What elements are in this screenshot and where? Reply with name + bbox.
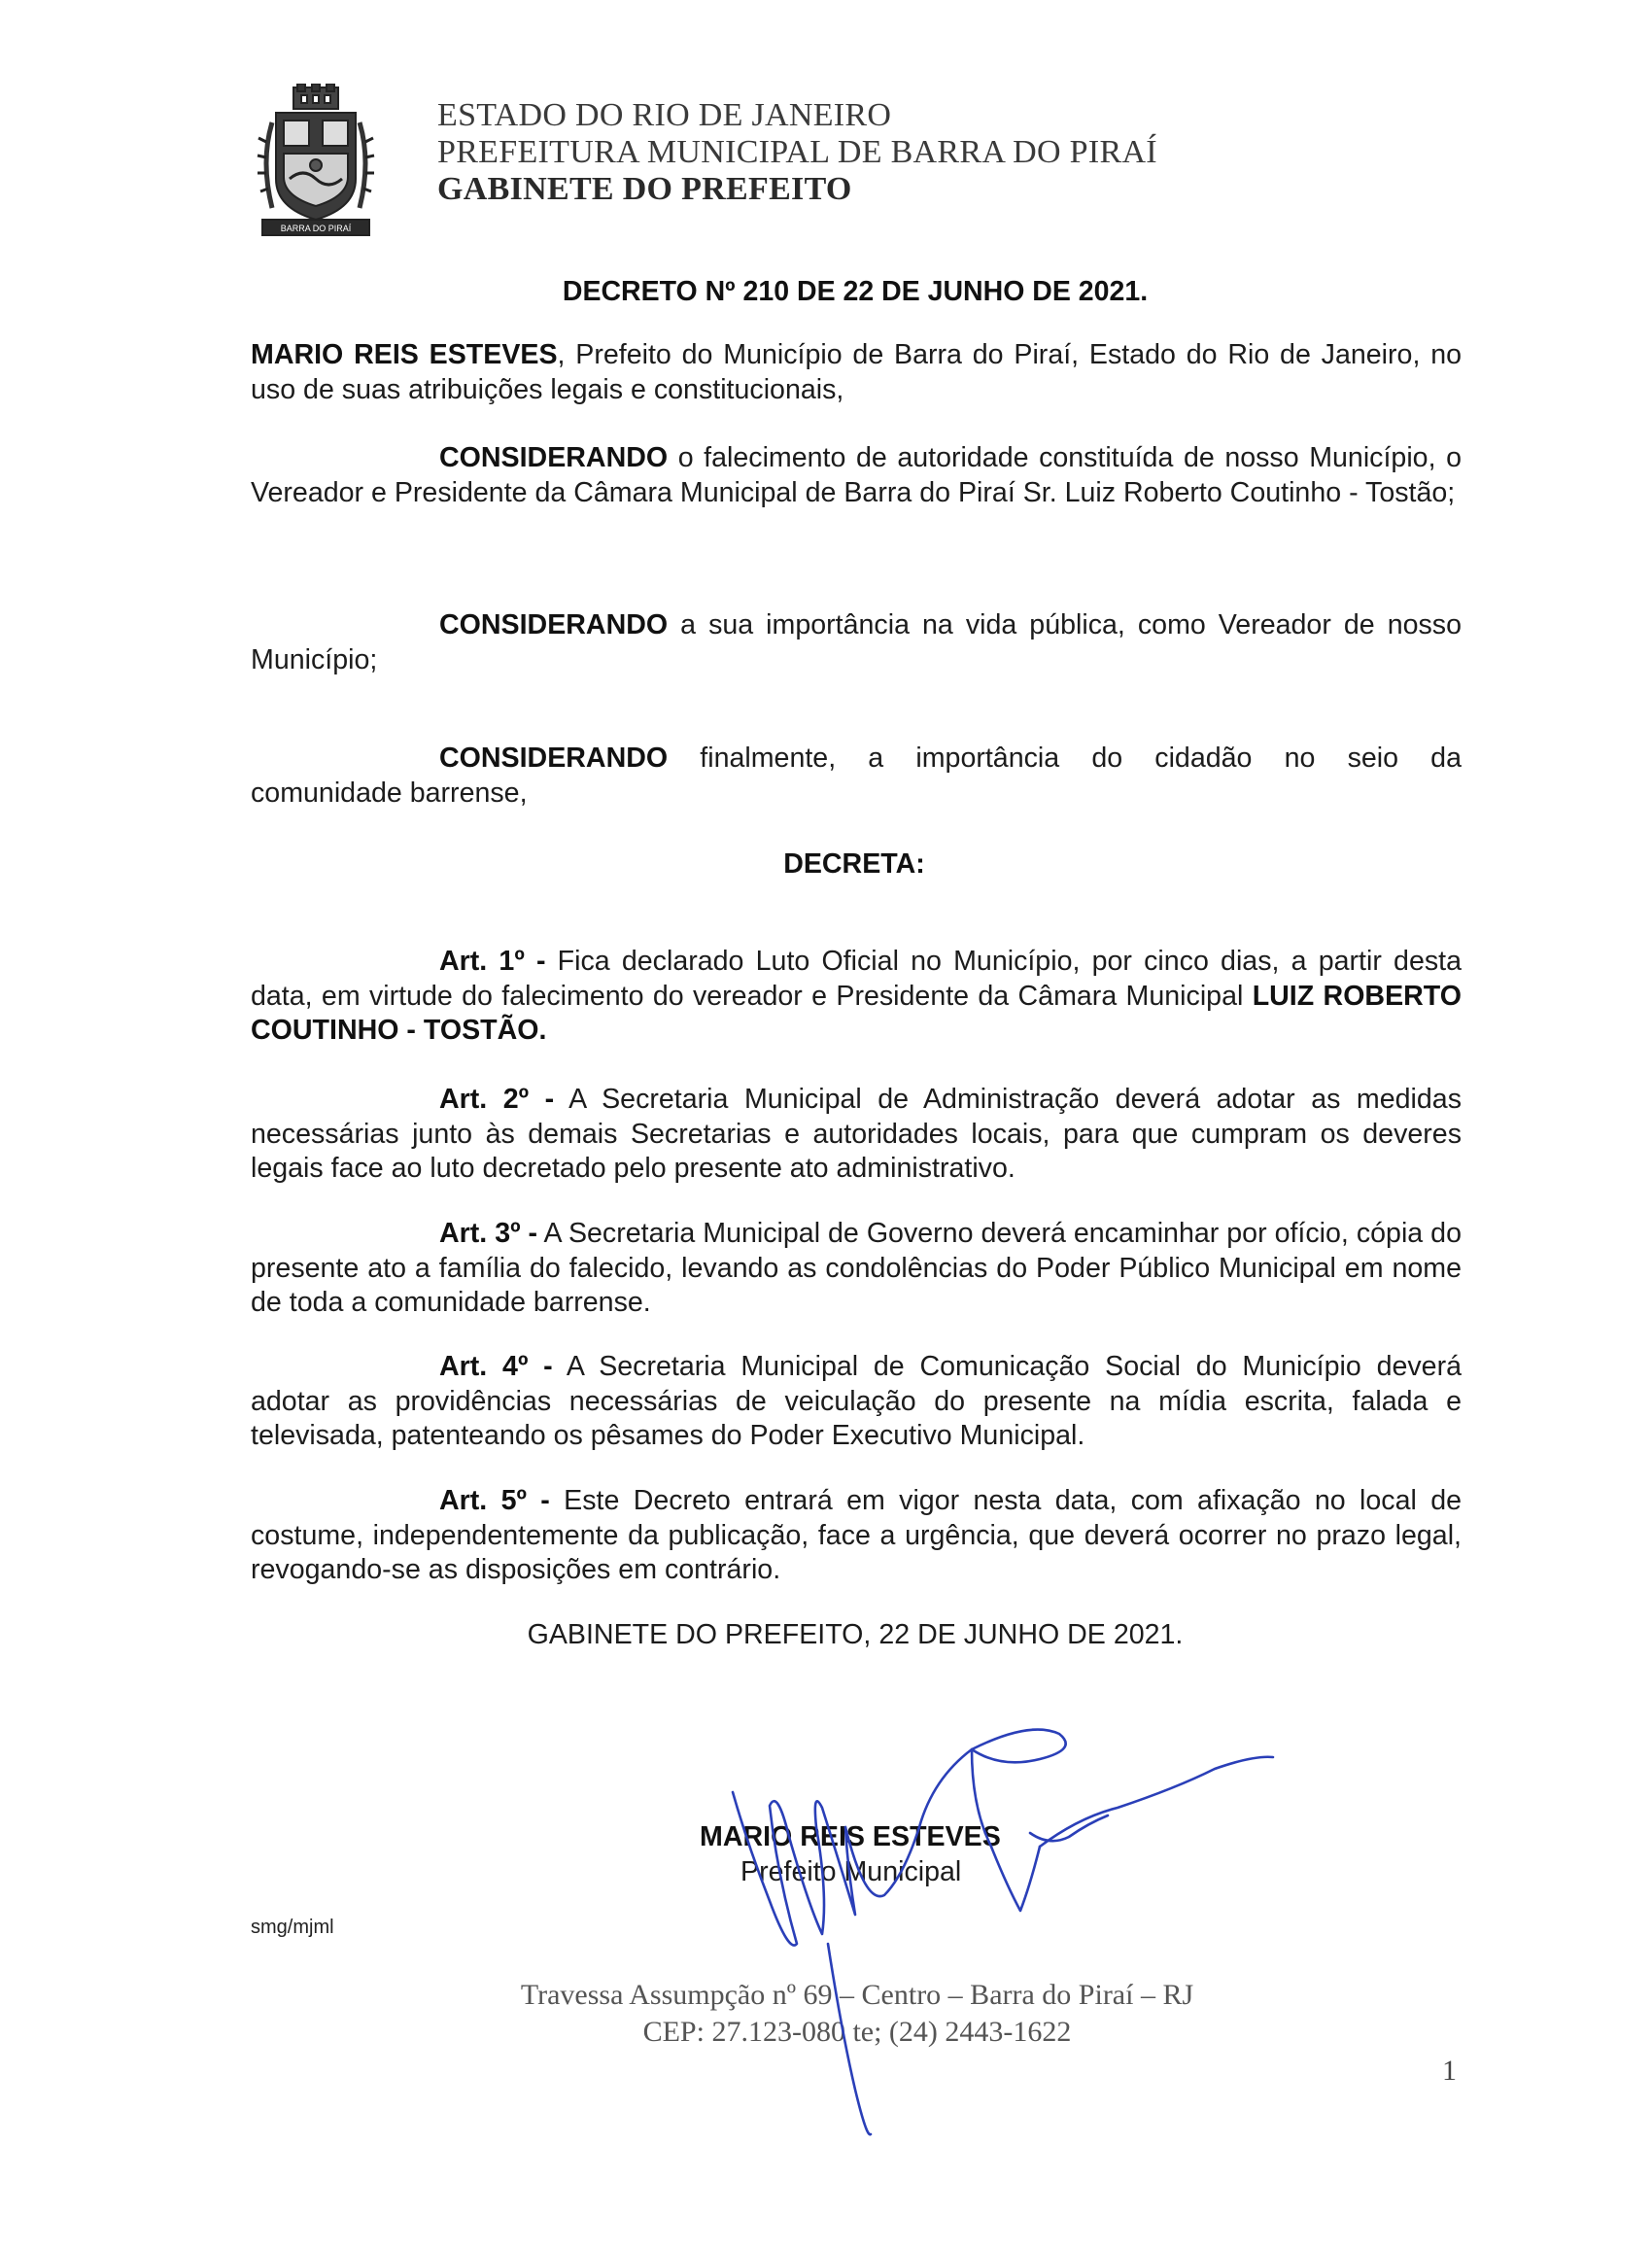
article-label: Art. 4º - xyxy=(439,1351,553,1382)
article-text: A Secretaria Municipal de Comunicação Social do Município deverá adotar as providências necessárias de veiculação do presente na mídia escrita, falada e televisada, patenteando os pêsames do Poder Executivo Municipal. xyxy=(251,1351,1462,1452)
signatory-role: Prefeito Municipal xyxy=(740,1856,962,1887)
article-1 xyxy=(251,945,1462,1049)
initials: smg/mjml xyxy=(251,1917,334,1938)
article-2 xyxy=(251,1083,1462,1187)
considerando-1 xyxy=(251,441,1462,510)
article-4 xyxy=(251,1350,1462,1454)
decreta-heading: DECRETA: xyxy=(783,848,925,880)
article-3 xyxy=(251,1217,1462,1321)
considerando-2 xyxy=(251,608,1462,677)
crest-label: BARRA DO PIRAÍ xyxy=(280,224,352,233)
footer-address xyxy=(0,1977,1652,2051)
letterhead-prefeitura: PREFEITURA MUNICIPAL DE BARRA DO PIRAÍ xyxy=(437,134,1157,170)
footer-line-1: Travessa Assumpção nº 69 – Centro – Barra do Piraí – RJ xyxy=(520,1979,1194,2011)
considerando-3-continuation: comunidade barrense, xyxy=(251,778,528,809)
municipal-crest-icon xyxy=(255,84,377,239)
article-bold-name: LUIZ ROBERTO COUTINHO - TOSTÃO. xyxy=(251,980,1462,1047)
article-text: A Secretaria Municipal de Governo deverá encaminhar por ofício, cópia do presente ato a família do falecido, levando as condolências do Poder Público Municipal em nome de toda a comunidade barrense. xyxy=(251,1218,1462,1319)
article-label: Art. 1º - xyxy=(439,946,546,977)
signatory-name: MARIO REIS ESTEVES xyxy=(700,1821,1001,1852)
considerando-text: finalmente, a importância do cidadão no seio da xyxy=(668,743,1462,774)
article-label: Art. 3º - xyxy=(439,1218,538,1249)
article-label: Art. 5º - xyxy=(439,1485,550,1516)
considerando-label: CONSIDERANDO xyxy=(439,609,669,640)
article-text: A Secretaria Municipal de Administração deverá adotar as medidas necessárias junto às demais Secretarias e autoridades locais, para que cumpram os deveres legais face ao luto decretado pelo presente ato administrativo. xyxy=(251,1084,1463,1185)
letterhead-state: ESTADO DO RIO DE JANEIRO xyxy=(437,97,892,133)
page-number: 1 xyxy=(1442,2055,1457,2087)
closing-line: GABINETE DO PREFEITO, 22 DE JUNHO DE 2021. xyxy=(527,1619,1184,1650)
letterhead xyxy=(437,97,1157,208)
considerando-label: CONSIDERANDO xyxy=(439,442,669,473)
article-text: Fica declarado Luto Oficial no Município, por cinco dias, a partir desta data, em virtude do falecimento do vereador e Presidente da Câmara Municipal xyxy=(251,946,1462,1012)
considerando-label: CONSIDERANDO xyxy=(439,743,669,774)
considerando-text: a sua importância na vida pública, como Vereador de nosso Município; xyxy=(251,609,1462,675)
decree-title: DECRETO Nº 210 DE 22 DE JUNHO DE 2021. xyxy=(562,276,1149,307)
footer-line-2: CEP: 27.123-080 te; (24) 2443-1622 xyxy=(642,2016,1072,2048)
preamble-text: , Prefeito do Município de Barra do Piraí, Estado do Rio de Janeiro, no uso de suas atribuições legais e constitucionais, xyxy=(251,339,1462,405)
considerando-text: o falecimento de autoridade constituída de nosso Município, o Vereador e Presidente da Câmara Municipal de Barra do Piraí Sr. Luiz Roberto Coutinho - Tostão; xyxy=(251,442,1462,508)
preamble xyxy=(251,338,1462,407)
article-label: Art. 2º - xyxy=(439,1084,555,1115)
letterhead-gabinete: GABINETE DO PREFEITO xyxy=(437,171,852,207)
preamble-name: MARIO REIS ESTEVES xyxy=(251,339,558,370)
article-5 xyxy=(251,1484,1462,1588)
considerando-3 xyxy=(251,742,1462,777)
article-text: Este Decreto entrará em vigor nesta data, com afixação no local de costume, independentemente da publicação, face a urgência, que deverá ocorrer no prazo legal, revogando-se as disposições em contrário. xyxy=(251,1485,1462,1586)
